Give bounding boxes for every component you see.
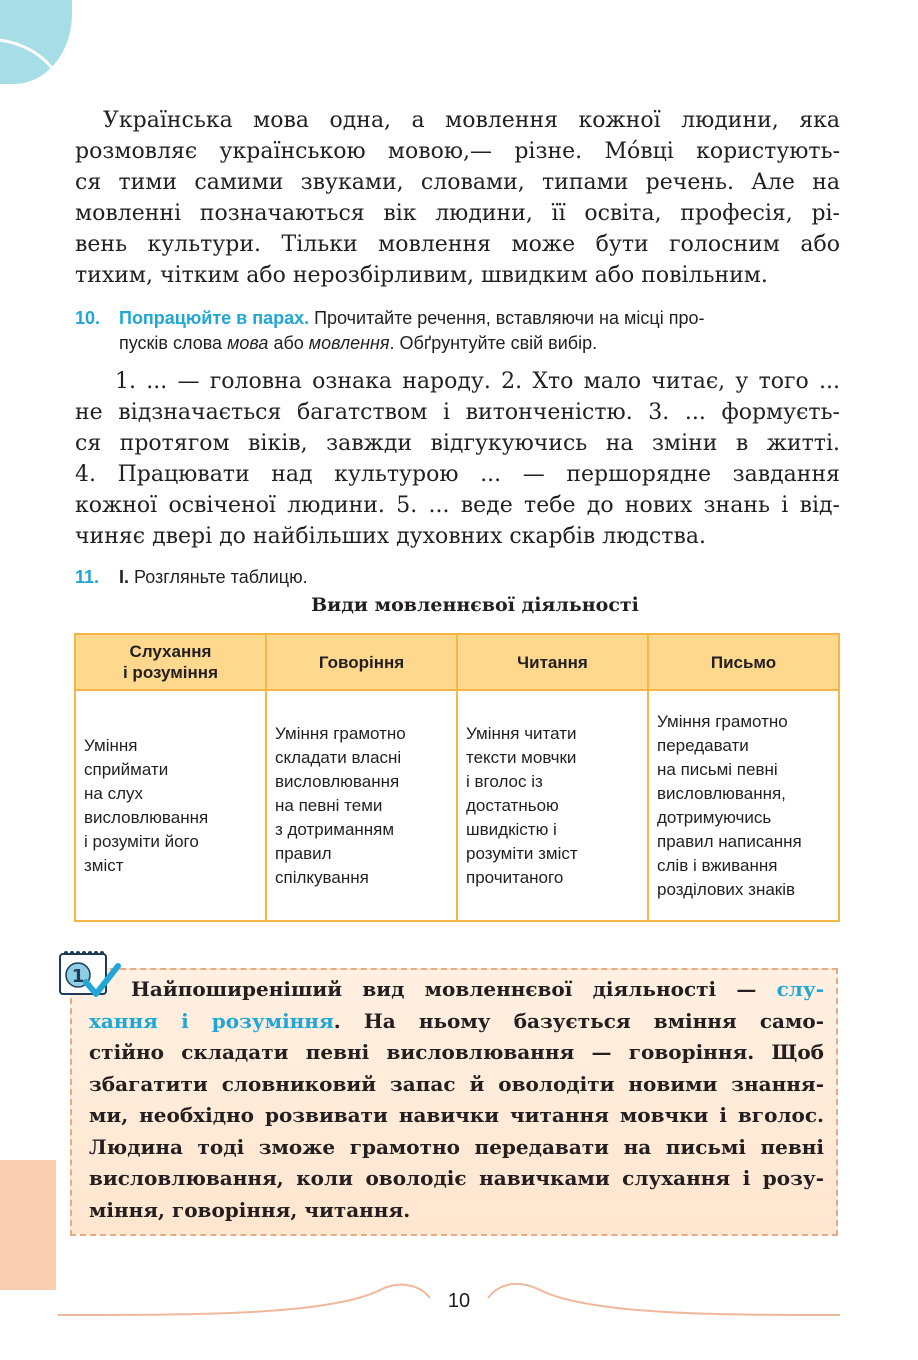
text-line: 4. Працювати над культурою ... — першорядне завдання [75,462,840,487]
text-line: стійно складати певні висловлювання — говоріння. Щоб [89,1040,824,1064]
header-text: Говоріння [318,652,405,672]
corner-curve-decoration [0,0,110,110]
table-header-cell [457,634,648,690]
exercise-10-instruction [75,306,845,356]
exercise-part: І. [119,567,130,587]
note-highlight: слу- [776,977,824,1001]
exercise-lead: Попрацюйте в парах. [119,308,310,328]
table-cell [75,690,266,921]
table-row [75,690,839,921]
text-line: вень культури. Тільки мовлення може бути голосним або [75,232,840,257]
text-line: ми, необхідно розвивати навички читання мовчки і вголос. [89,1103,824,1127]
table-cell [648,690,839,921]
text-line: збагатити словниковий запас й оволодіти новими знання- [89,1071,824,1096]
text-line: ся тими самими звуками, словами, типами речень. Але на [75,170,840,195]
instruction-text: Прочитайте речення, вставляючи на місці про- [309,308,705,328]
rule-note-text [89,974,824,1226]
exercise-number: 11. [75,567,100,587]
text-line: 1. ... — головна ознака народу. 2. Хто мало читає, у того ... [115,369,840,394]
table-title: Види мовленнєвої діяльності [311,594,639,616]
text-line: ся протягом віків, завжди відгукуючись на зміни в житті. [75,431,840,456]
word-mova: мова [227,333,269,353]
text-line: мовленні позначаються вік людини, її освіта, професія, рі- [75,201,840,226]
cell-text: Уміння грамотно складати власні висловлювання на певні теми з дотриманням правил спілкування [275,723,406,887]
text-line: кожної освіченої людини. 5. ... веде тебе до нових знань і від- [75,493,840,518]
text-line: чиняє двері до найбільших духовних скарбів людства. [75,524,706,549]
text-line: не відзначається багатством і витонченістю. 3. ... формуєть- [75,400,840,425]
instruction-text: Розгляньте таблицю. [129,567,308,587]
word-movlennia: мовлення [308,333,390,353]
cell-text: Уміння сприймати на слух висловлювання і розуміти його зміст [84,735,209,875]
text-line [89,974,824,1006]
text-line: Українська мова одна, а мовлення кожної людини, яка [103,108,840,133]
text-line: міння, говоріння, читання. [89,1197,411,1222]
note-icon-number: 1 [71,966,85,987]
exercise-number: 10. [75,308,101,328]
table-header-cell [648,634,839,690]
note-text-part: . На ньому базується вміння само- [333,1008,824,1033]
instruction-text: . Обґрунтуйте свій вибір. [389,333,598,353]
text-line: висловлювання, коли оволодіє навичками слухання і розу- [89,1166,824,1190]
text-line [89,1006,824,1038]
exercise-10-text [75,366,840,552]
text-line: Людина тоді зможе грамотно передавати на письмі певні [89,1134,824,1159]
instruction-text: пусків слова [119,333,228,353]
cell-text: Уміння грамотно передавати на письмі певні висловлювання, дотримуючись правил написання слів і вживання розділових знаків [657,711,802,899]
header-text: Читання [517,652,588,672]
speech-activity-table [74,633,840,922]
table-cell [266,690,457,921]
header-text: Слухання і розуміння [122,642,218,682]
text-line: розмовляє українською мовою,— різне. Мо́вці користують- [75,139,840,164]
exercise-11-instruction [75,565,845,590]
page-number: 10 [447,1290,471,1312]
intro-paragraph [75,105,840,291]
table-header-cell [75,634,266,690]
header-text: Письмо [710,652,777,672]
instruction-continuation [75,331,845,356]
text-line: тихим, чітким або нерозбірливим, швидким або повільним. [75,263,768,288]
table-header-row [75,634,839,690]
table-cell [457,690,648,921]
table-header-cell [266,634,457,690]
cell-text: Уміння читати тексти мовчки і вголос із достатньою швидкістю і розуміти зміст прочитаного [466,723,578,887]
instruction-text: або [268,333,309,353]
note-highlight: хання і розуміння [89,1008,334,1033]
note-text-part: Найпоширеніший вид мовленнєвої діяльності — [131,977,777,1001]
